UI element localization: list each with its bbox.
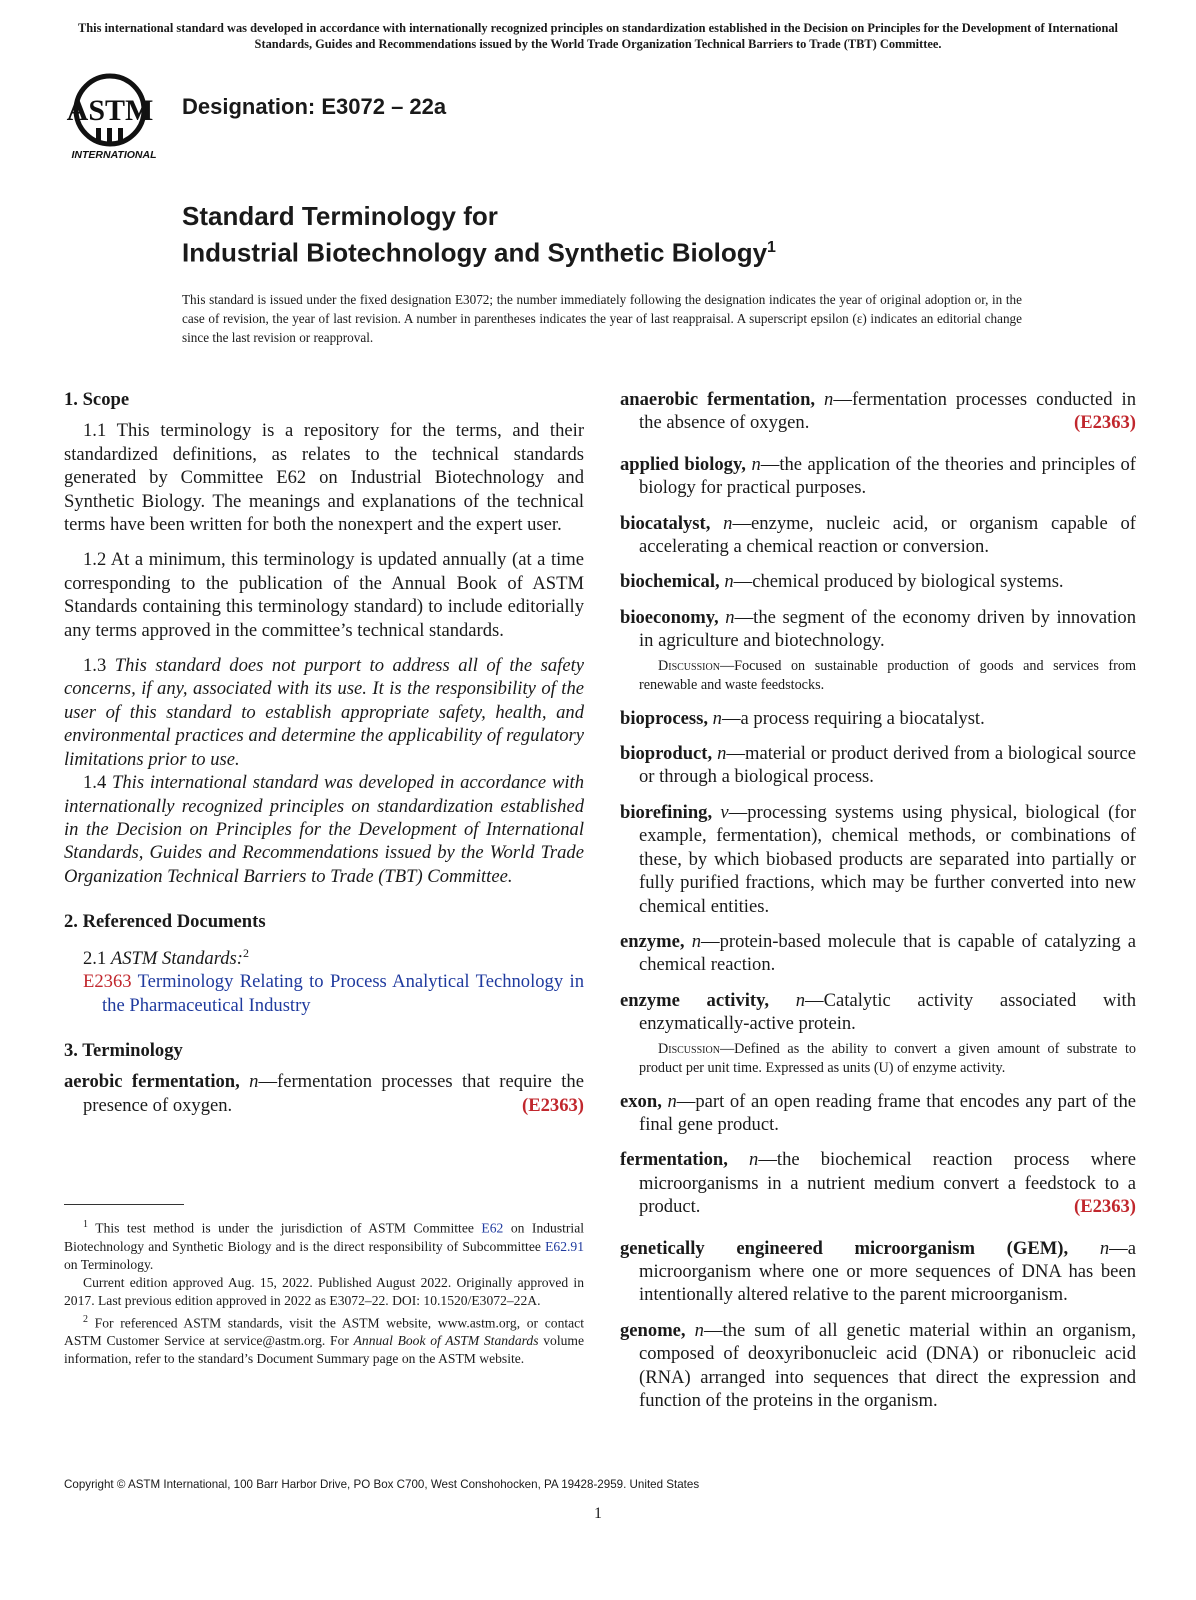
section-heading-terminology: 3. Terminology bbox=[64, 1039, 183, 1061]
footnotes bbox=[64, 1216, 584, 1369]
page-number: 1 bbox=[594, 1505, 602, 1522]
term-entry-biocatalyst: biocatalyst, n—enzyme, nucleic acid, or organism capable of accelerating a chemical reaction or conversion. bbox=[620, 512, 1136, 558]
designation: Designation: E3072 – 22a bbox=[182, 94, 447, 119]
title-line-2: Industrial Biotechnology and Synthetic Biology bbox=[182, 237, 768, 268]
top-notice: This international standard was developed in accordance with internationally recognized principles on standardization established in the Decision on Principles for the Development of International Standards, Guides and Recommendations issued by the World Trade Organization Technical Barriers to Trade (TBT) Committee. bbox=[77, 21, 1119, 51]
scope-paragraph-1: 1.1 This terminology is a repository for the terms, and their standardized definitions, as relates to the technical standards generated by Committee E62 on Industrial Biotechnology and Synthetic Biology. The meanings and explanations of the technical terms have been written for both the nonexpert and the expert user. bbox=[64, 420, 585, 536]
right-column bbox=[620, 388, 1136, 1424]
subcommittee-link[interactable]: E62.91 bbox=[545, 1238, 584, 1254]
footnote-1: $^1$ This test method is under the jurisdiction of ASTM Committee E62 on Industrial Biotechnology and Synthetic Biology and is the direct responsibility of Subcommittee E62.91 on Terminology. bbox=[64, 1219, 585, 1272]
copyright-notice: Copyright © ASTM International, 100 Barr Harbor Drive, PO Box C700, West Conshohocken, PA 19428-2959. United States bbox=[64, 1478, 700, 1491]
discussion-enzyme-activity: Discussion—Defined as the ability to convert a given amount of substrate to product per unit time. Expressed as units (U) of enzyme activity. bbox=[639, 1040, 1136, 1076]
term-reference-link[interactable]: (E2363) bbox=[1074, 1196, 1136, 1218]
footnote-2: $^2$ For referenced ASTM standards, visit the ASTM website, www.astm.org, or contact ASTM Customer Service at service@astm.org. For Annual Book of ASTM Standards volume information, refer to the standard’s Document Summary page on the ASTM website. bbox=[64, 1313, 585, 1367]
discussion-bioeconomy: Discussion—Focused on sustainable production of goods and services from renewable and waste feedstocks. bbox=[639, 657, 1136, 693]
term-entry-gem: genetically engineered microorganism (GEM), n—a microorganism where one or more sequences of DNA has been intentionally altered relative to the parent microorganism. bbox=[620, 1237, 1136, 1306]
term-entry-genome: genome, n—the sum of all genetic material within an organism, composed of deoxyribonucleic acid (DNA) or ribonucleic acid (RNA) arranged into sequences that direct the expression and function of the proteins in the organism. bbox=[620, 1319, 1136, 1411]
referenced-document-e2363[interactable]: E2363 Terminology Relating to Process Analytical Technology in the Pharmaceutical Industry bbox=[83, 971, 584, 1016]
term-entry-anaerobic-fermentation: anaerobic fermentation, n—fermentation processes conducted in the absence of oxygen. (E2363) bbox=[620, 389, 1136, 434]
footnote-1-edition: Current edition approved Aug. 15, 2022. Published August 2022. Originally approved in 2017. Last previous edition approved in 2022 as E3072–22. DOI: 10.1520/E3072–22A. bbox=[64, 1275, 584, 1309]
term-entry-biorefining: biorefining, v—processing systems using physical, biological (for example, fermentation), chemical methods, or combinations of these, by which biobased products are separated into partially or fully purified fractions, which may be further converted into new chemical entities. bbox=[620, 801, 1136, 917]
logo-subtext: INTERNATIONAL bbox=[71, 149, 157, 161]
term-entry-bioeconomy: bioeconomy, n—the segment of the economy driven by innovation in agriculture and biotechnology. bbox=[620, 606, 1136, 652]
page-title bbox=[182, 200, 776, 269]
term-entry-bioprocess: bioprocess, n—a process requiring a biocatalyst. bbox=[620, 707, 985, 729]
scope-paragraph-3: 1.3 This standard does not purport to address all of the safety concerns, if any, associated with its use. It is the responsibility of the user of this standard to establish appropriate safety, health, and environmental practices and determine the applicability of regulatory limitations prior to use. bbox=[64, 655, 584, 770]
committee-link[interactable]: E62 bbox=[481, 1220, 504, 1236]
term-entry-bioproduct: bioproduct, n—material or product derived from a biological source or through a biological process. bbox=[620, 743, 1136, 788]
scope-paragraph-4: 1.4 This international standard was developed in accordance with internationally recognized principles on standardization established in the Decision on Principles for the Development of International Standards, Guides and Recommendations issued by the World Trade Organization Technical Barriers to Trade (TBT) Committee. bbox=[64, 772, 584, 887]
left-column bbox=[64, 388, 584, 1129]
title-footnote-ref[interactable]: 1 bbox=[767, 239, 776, 256]
term-entry-applied-biology: applied biology, n—the application of the theories and principles of biology for practical purposes. bbox=[620, 453, 1136, 499]
term-entry-enzyme-activity: enzyme activity, n—Catalytic activity associated with enzymatically-active protein. bbox=[620, 989, 1137, 1035]
term-entry-fermentation: fermentation, n—the biochemical reaction process where microorganisms in a nutrient medium convert a feedstock to a product. (E2363) bbox=[620, 1149, 1136, 1218]
section-heading-referenced: 2. Referenced Documents bbox=[64, 911, 266, 933]
logo-text: ASTM bbox=[66, 94, 154, 127]
title-line-1: Standard Terminology for bbox=[182, 201, 498, 231]
astm-logo bbox=[64, 72, 174, 164]
referenced-subheading: 2.1 ASTM Standards:$^2$ bbox=[83, 945, 249, 969]
footnote-divider bbox=[64, 1204, 184, 1205]
scope-paragraph-2: 1.2 At a minimum, this terminology is updated annually (at a time corresponding to the publication of the Annual Book of ASTM Standards containing this terminology standard) to include editorially any terms approved in the committee’s technical standards. bbox=[64, 549, 585, 641]
term-entry-exon: exon, n—part of an open reading frame that encodes any part of the final gene product. bbox=[620, 1090, 1136, 1135]
term-reference-link[interactable]: (E2363) bbox=[1074, 412, 1136, 434]
term-entry-enzyme: enzyme, n—protein-based molecule that is capable of catalyzing a chemical reaction. bbox=[620, 930, 1137, 976]
term-reference-link[interactable]: (E2363) bbox=[522, 1094, 584, 1116]
term-entry-aerobic-fermentation: aerobic fermentation, n—fermentation processes that require the presence of oxygen. (E2363) bbox=[64, 1071, 584, 1116]
section-heading-scope: 1. Scope bbox=[64, 389, 130, 410]
term-entry-biochemical: biochemical, n—chemical produced by biological systems. bbox=[620, 571, 1064, 593]
preamble: This standard is issued under the fixed designation E3072; the number immediately following the designation indicates the year of original adoption or, in the case of revision, the year of last revision. A number in parentheses indicates the year of last reappraisal. A superscript epsilon (ε) indicates an editorial change since the last revision or reapproval. bbox=[182, 292, 1022, 345]
